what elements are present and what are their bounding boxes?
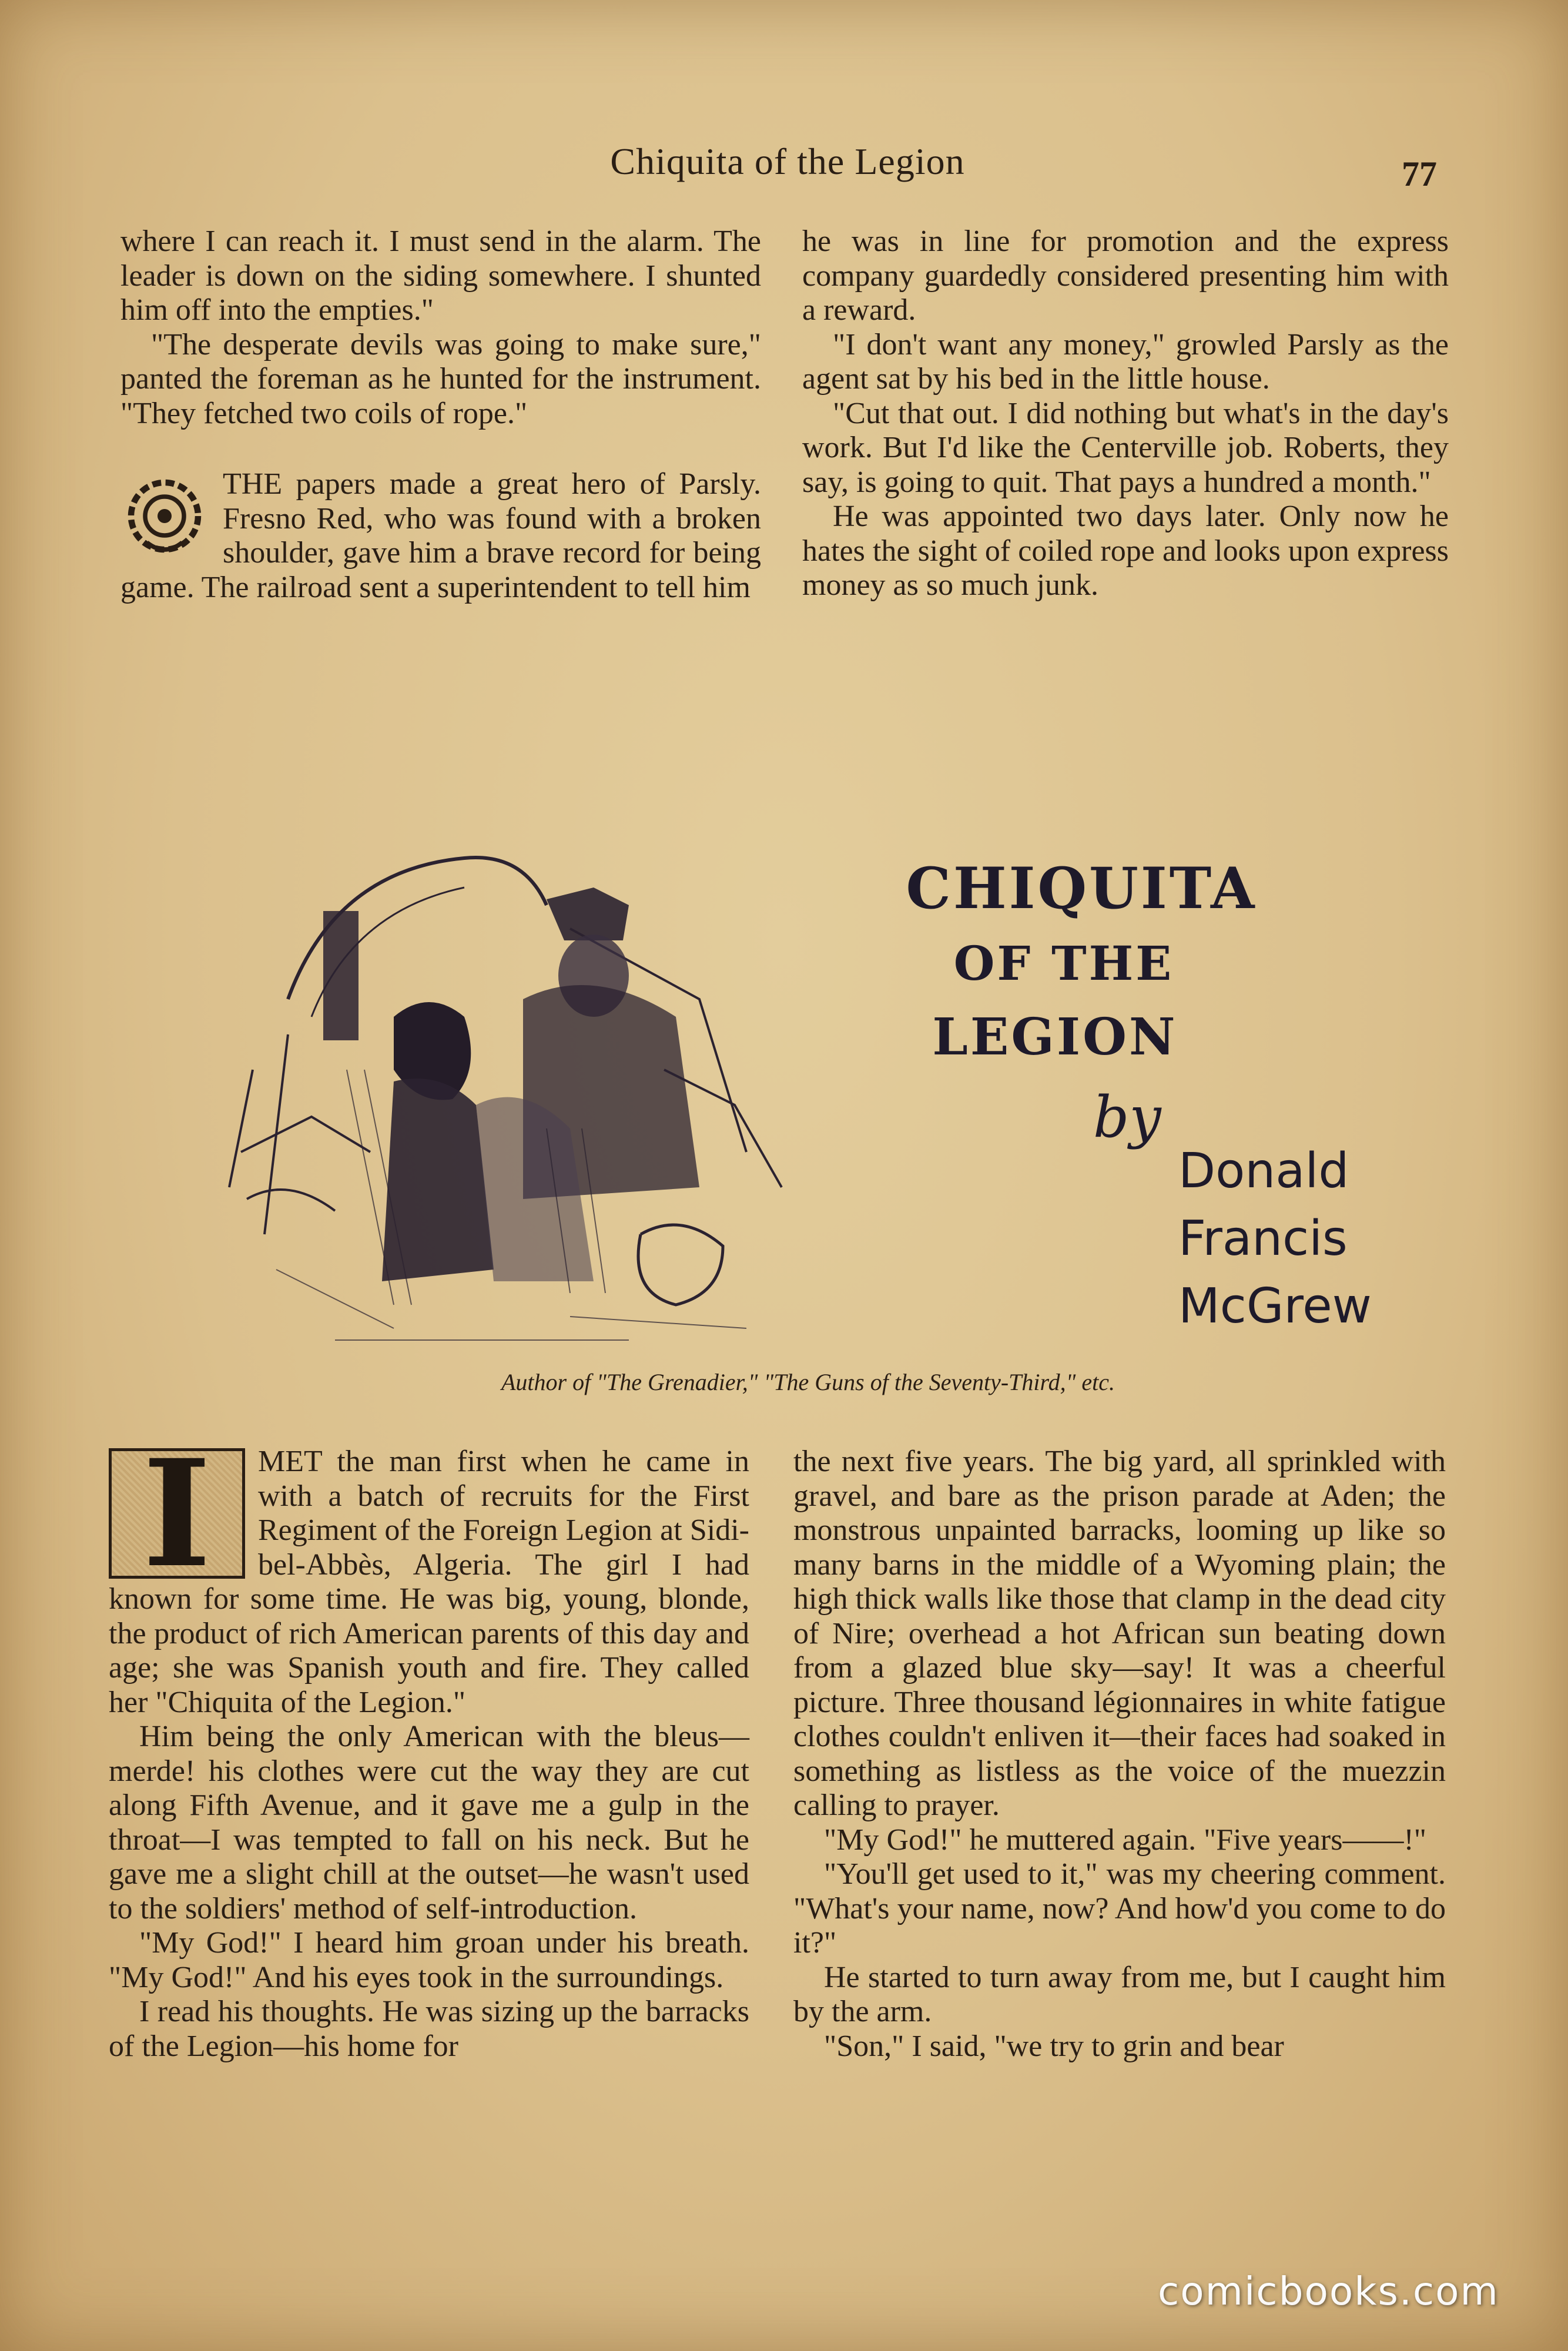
column-top-right bbox=[802, 225, 1449, 603]
paragraph-ornamented bbox=[120, 467, 761, 605]
author-line: McGrew bbox=[1178, 1278, 1372, 1334]
column-bottom-left bbox=[109, 1427, 749, 2064]
column-bottom-right bbox=[793, 1445, 1446, 2064]
paragraph: I read his thoughts. He was sizing up the barracks of the Legion—his home for bbox=[109, 1995, 749, 2063]
column-top-left bbox=[120, 225, 761, 605]
title-line-3: LEGION bbox=[932, 1007, 1178, 1067]
wreath-ornament-icon bbox=[120, 472, 209, 560]
byline-by: by bbox=[1093, 1084, 1161, 1150]
paragraph-dropcap bbox=[109, 1427, 749, 1720]
running-head: Chiquita of the Legion bbox=[610, 140, 965, 182]
paragraph-text: MET the man first when he came in with a batch of recruits for the First Regiment of the Foreign Legion at Sidi-bel-Abbès, Algeria. The girl I had known for some time. He was big, young, blonde, the product of rich American parents of this day and age; she was Spanish youth and fire. They called her "Chiquita of the Legion." bbox=[109, 1445, 749, 1719]
paragraph: the next five years. The big yard, all sprinkled with gravel, and bare as the prison parade at Aden; the monstrous unpainted barracks, looming up like so many barns in the middle of a Wyoming plain; the high thick walls like those that clamp in the dead city of Nire; overhead a hot African sun beating down from a glazed blue sky—say! It was a cheerful picture. Three thousand légionnaires in white fatigue clothes couldn't enliven it—their faces had soaked in something as listless as the voice of the muezzin calling to prayer. bbox=[793, 1445, 1446, 1822]
page-number: 77 bbox=[1402, 155, 1437, 193]
paragraph: Him being the only American with the bleus—merde! his clothes were cut the way they are cut along Fifth Avenue, and it gave me a gulp in the throat—I was tempted to fall on his neck. But he gave me a slight chill at the outset—he wasn't used to the soldiers' method of self-introduction. bbox=[109, 1720, 749, 1925]
paragraph: where I can reach it. I must send in the alarm. The leader is down on the siding somewhere. I shunted him off into the empties." bbox=[120, 225, 761, 327]
paragraph: He started to turn away from me, but I caught him by the arm. bbox=[793, 1960, 1446, 2028]
paragraph-text: THE papers made a great hero of Parsly. Fresno Red, who was found with a broken shoulder, gave him a brave record for being game. The railroad sent a superintendent to tell him bbox=[120, 467, 761, 604]
title-line-1: CHIQUITA bbox=[906, 855, 1257, 922]
paragraph: He was appointed two days later. Only now he hates the sight of coiled rope and looks upon express money as so much junk. bbox=[802, 500, 1449, 602]
author-name bbox=[1178, 1137, 1372, 1340]
paragraph: "You'll get used to it," was my cheering comment. "What's your name, now? And how'd you come to do it?" bbox=[793, 1857, 1446, 1960]
title-line-2: OF THE bbox=[953, 936, 1174, 991]
drop-cap-letter: I bbox=[142, 1427, 212, 1600]
story-title bbox=[858, 855, 1305, 1067]
author-line: Francis bbox=[1178, 1211, 1348, 1267]
author-credit: Author of "The Grenadier," "The Guns of the Seventy-Third," etc. bbox=[501, 1369, 1115, 1395]
author-line: Donald bbox=[1178, 1143, 1349, 1199]
story-illustration bbox=[217, 823, 799, 1352]
paragraph: "The desperate devils was going to make sure," panted the foreman as he hunted for the instrument. "They fetched two coils of rope." bbox=[120, 327, 761, 430]
drop-cap bbox=[109, 1427, 245, 1600]
paragraph: he was in line for promotion and the express company guardedly considered presenting him with a reward. bbox=[802, 225, 1449, 327]
watermark: comicbooks.com bbox=[1158, 2269, 1499, 2314]
paragraph: "I don't want any money," growled Parsly as the agent sat by his bed in the little house. bbox=[802, 327, 1449, 396]
paragraph: "My God!" I heard him groan under his breath. "My God!" And his eyes took in the surroundings. bbox=[109, 1926, 749, 1994]
paragraph: "Son," I said, "we try to grin and bear bbox=[824, 2029, 1284, 2063]
paragraph: "My God!" he muttered again. "Five years——!" bbox=[824, 1823, 1426, 1857]
paragraph: "Cut that out. I did nothing but what's in the day's work. But I'd like the Centerville job. Roberts, they say, is going to quit. That pays a hundred a month." bbox=[802, 396, 1449, 499]
